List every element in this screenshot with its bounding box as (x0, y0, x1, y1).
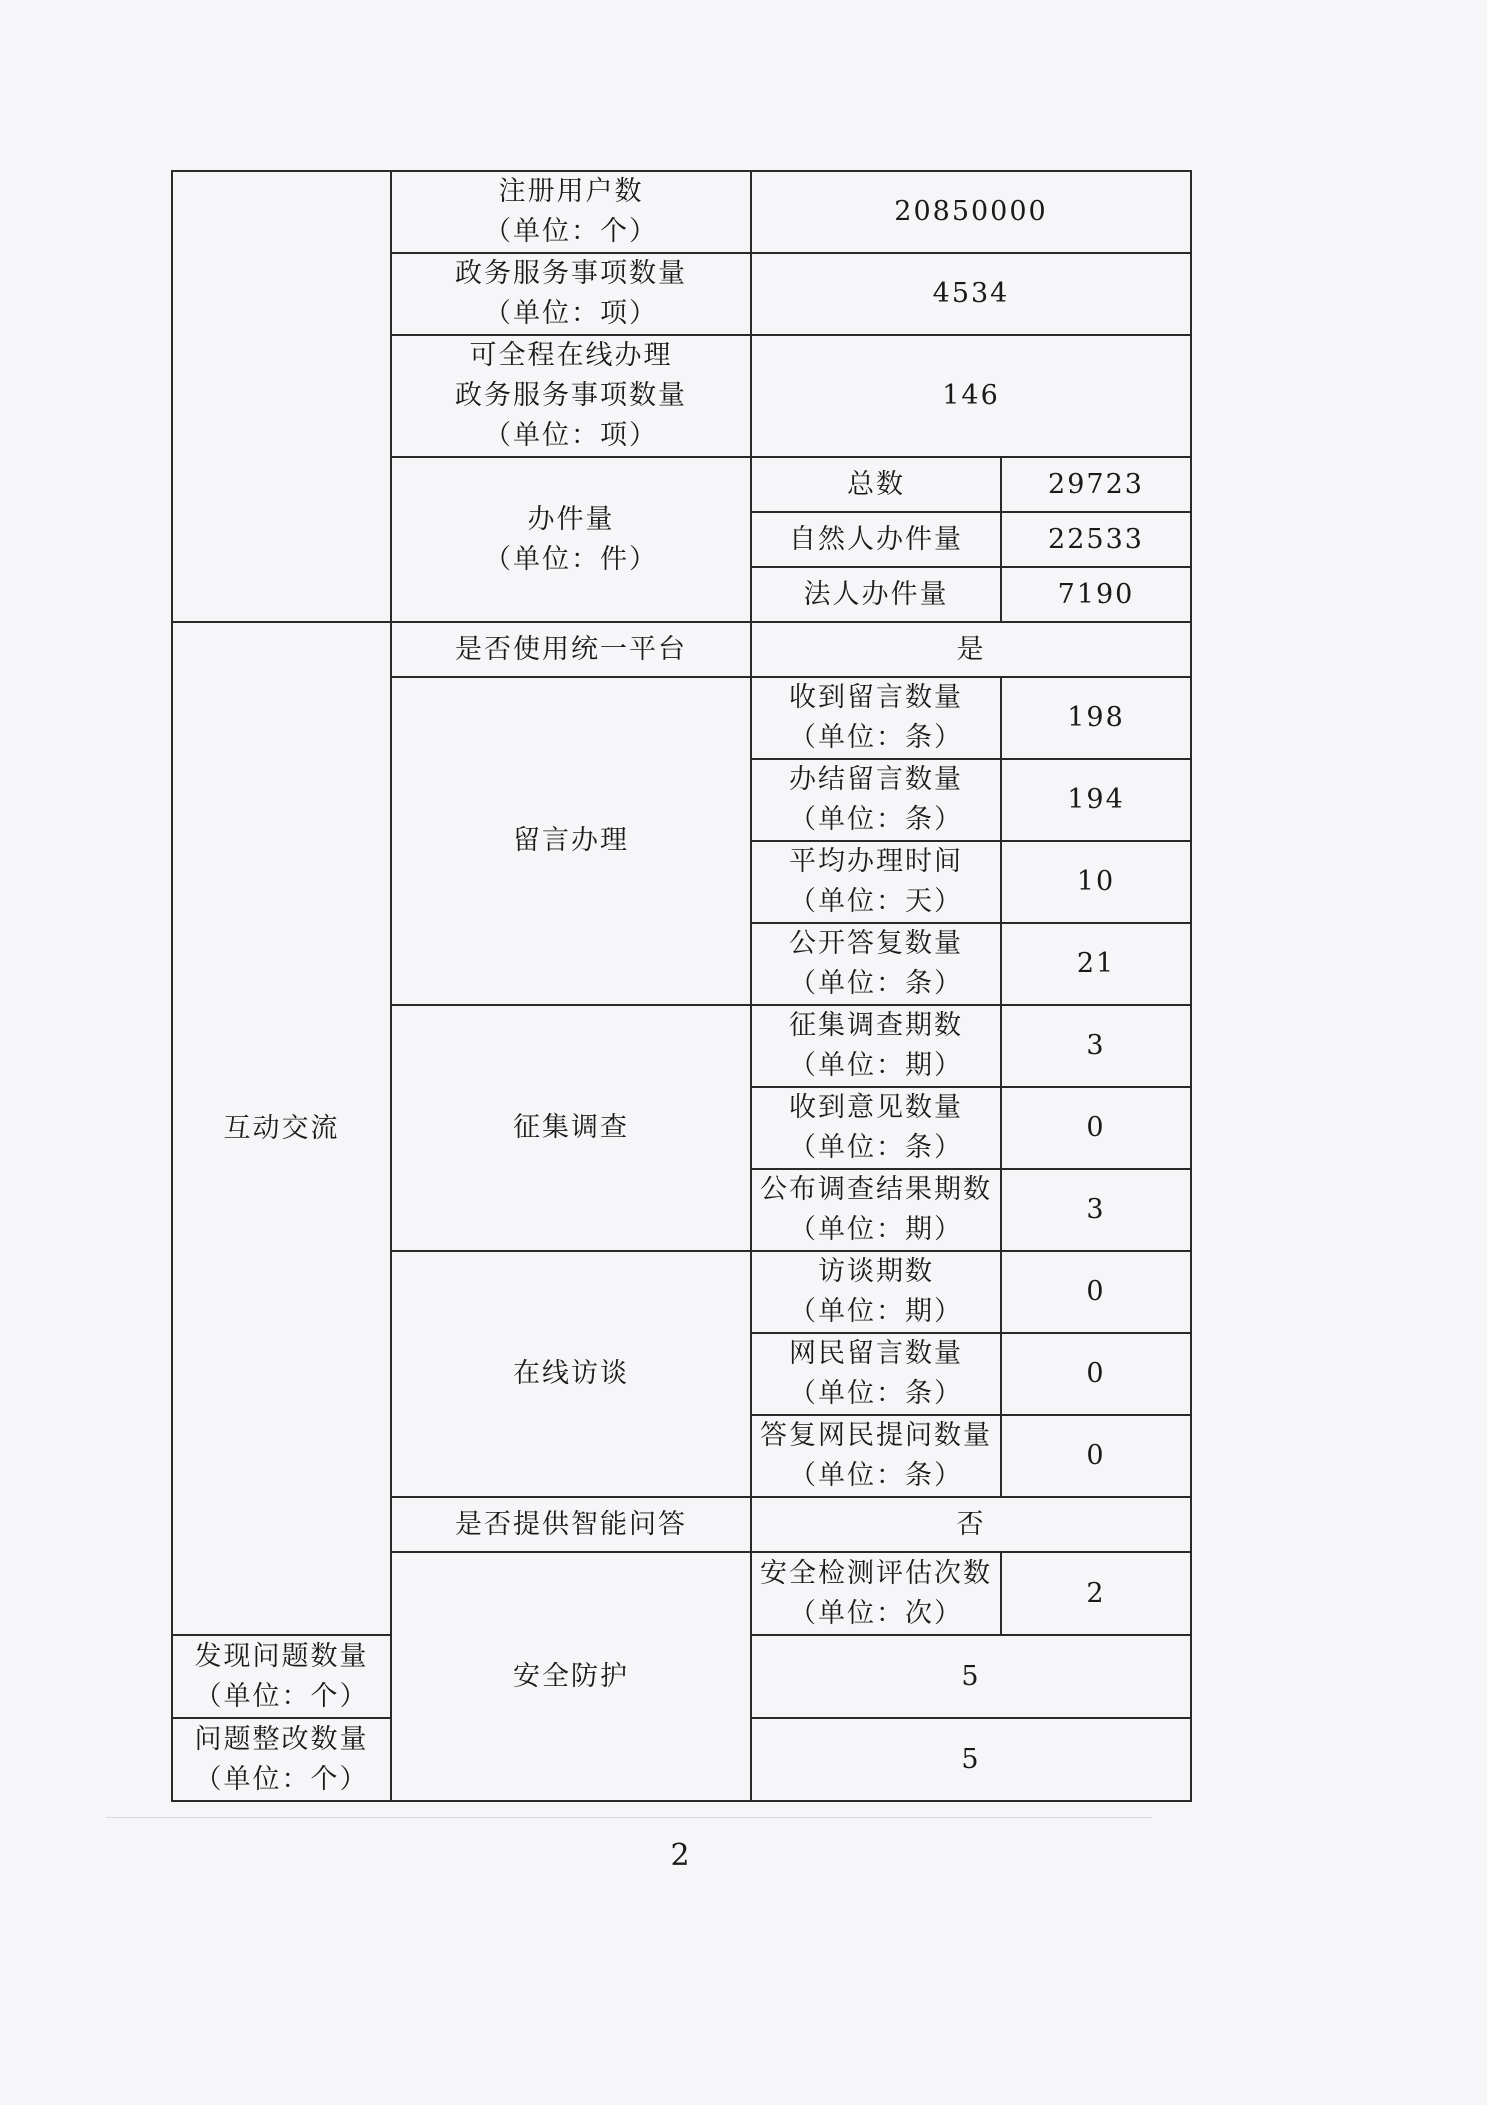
sub-value: 3 (1001, 1169, 1191, 1251)
sub-value: 29723 (1001, 457, 1191, 512)
sub-label: 征集调查期数 （单位：期） (751, 1005, 1001, 1087)
sub-label: 答复网民提问数量 （单位：条） (751, 1415, 1001, 1497)
sub-value: 0 (1001, 1333, 1191, 1415)
row-label: 政务服务事项数量 （单位：项） (391, 253, 751, 335)
sub-value: 3 (1001, 1005, 1191, 1087)
page-number: 2 (670, 1838, 690, 1873)
sub-label: 访谈期数 （单位：期） (751, 1251, 1001, 1333)
row-label: 安全检测评估次数 （单位：次） (751, 1552, 1001, 1635)
sub-value: 7190 (1001, 567, 1191, 622)
sub-label: 收到意见数量 （单位：条） (751, 1087, 1001, 1169)
group-label-interview: 在线访谈 (391, 1251, 751, 1497)
sub-value: 198 (1001, 677, 1191, 759)
row-value: 5 (751, 1718, 1191, 1801)
sub-label: 自然人办件量 (751, 512, 1001, 567)
row-label: 发现问题数量 （单位：个） (172, 1635, 391, 1718)
sub-value: 10 (1001, 841, 1191, 923)
sub-value: 22533 (1001, 512, 1191, 567)
sub-label: 平均办理时间 （单位：天） (751, 841, 1001, 923)
sub-label: 公布调查结果期数 （单位：期） (751, 1169, 1001, 1251)
group-label-messages: 留言办理 (391, 677, 751, 1005)
section-cell-continued (172, 171, 391, 622)
section-label-security: 安全防护 (391, 1552, 751, 1801)
footer-divider (106, 1817, 1152, 1818)
statistics-table (171, 170, 1192, 1802)
row-label: 可全程在线办理 政务服务事项数量 （单位：项） (391, 335, 751, 457)
sub-value: 0 (1001, 1415, 1191, 1497)
sub-value: 0 (1001, 1087, 1191, 1169)
table-row (172, 622, 1191, 677)
sub-label: 办结留言数量 （单位：条） (751, 759, 1001, 841)
sub-label: 收到留言数量 （单位：条） (751, 677, 1001, 759)
row-value: 146 (751, 335, 1191, 457)
group-label-survey: 征集调查 (391, 1005, 751, 1251)
sub-label: 网民留言数量 （单位：条） (751, 1333, 1001, 1415)
row-value: 是 (751, 622, 1191, 677)
sub-value: 194 (1001, 759, 1191, 841)
section-label-interaction: 互动交流 (172, 622, 391, 1635)
row-label: 是否提供智能问答 (391, 1497, 751, 1552)
table-row (172, 171, 1191, 253)
row-value: 20850000 (751, 171, 1191, 253)
row-value: 否 (751, 1497, 1191, 1552)
row-value: 4534 (751, 253, 1191, 335)
sub-label: 公开答复数量 （单位：条） (751, 923, 1001, 1005)
row-value: 2 (1001, 1552, 1191, 1635)
sub-label: 总数 (751, 457, 1001, 512)
row-label: 是否使用统一平台 (391, 622, 751, 677)
sub-label: 法人办件量 (751, 567, 1001, 622)
sub-value: 0 (1001, 1251, 1191, 1333)
row-label: 注册用户数 （单位：个） (391, 171, 751, 253)
row-value: 5 (751, 1635, 1191, 1718)
row-label: 办件量 （单位：件） (391, 457, 751, 622)
row-label: 问题整改数量 （单位：个） (172, 1718, 391, 1801)
sub-value: 21 (1001, 923, 1191, 1005)
